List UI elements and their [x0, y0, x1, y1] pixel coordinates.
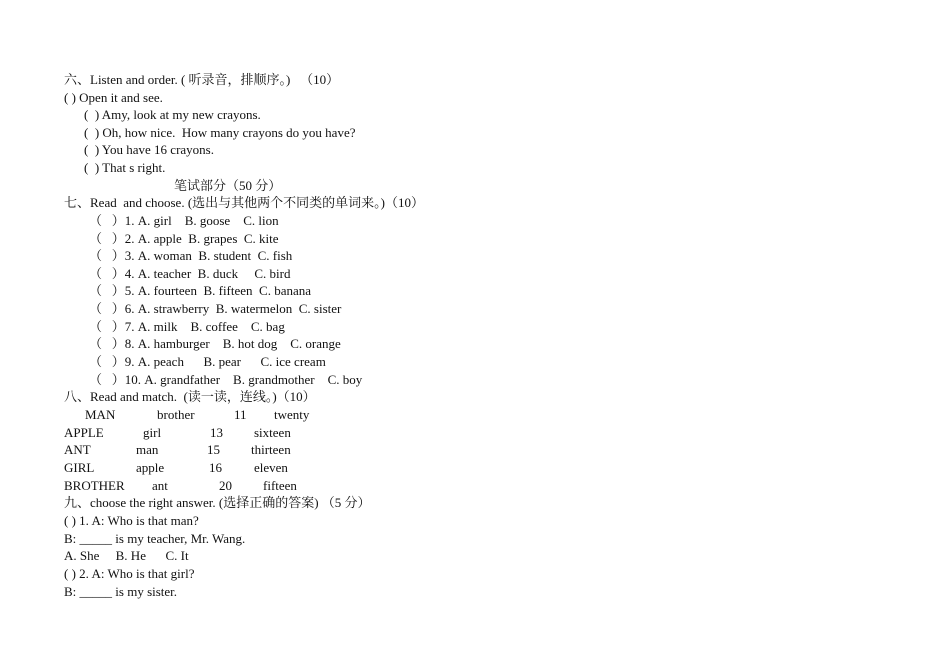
match-number: 16 — [209, 460, 222, 475]
section-6-line: ( ) Open it and see. — [64, 90, 163, 105]
match-word: GIRL — [64, 460, 95, 475]
match-number: 11 — [234, 407, 247, 422]
section-6-line: ( ) That s right. — [84, 160, 166, 175]
section-7-item: （ ）3. A. woman B. student C. fish — [89, 248, 293, 263]
match-word: ANT — [64, 442, 91, 457]
written-part-title: 笔试部分（50 分） — [174, 178, 282, 193]
section-6-line: ( ) Amy, look at my new crayons. — [84, 107, 261, 122]
match-numword: eleven — [254, 460, 288, 475]
section-9-line: B: _____ is my teacher, Mr. Wang. — [64, 531, 246, 546]
section-7-item: （ ）4. A. teacher B. duck C. bird — [89, 266, 291, 281]
match-number: 15 — [207, 442, 220, 457]
section-7-item: （ ）7. A. milk B. coffee C. bag — [89, 319, 285, 334]
match-family: apple — [136, 460, 165, 475]
section-9-line: ( ) 1. A: Who is that man? — [64, 513, 199, 528]
match-family: man — [136, 442, 159, 457]
section-6-line: ( ) Oh, how nice. How many crayons do you have? — [84, 125, 356, 140]
section-9-heading: 九、choose the right answer. (选择正确的答案) （5 分） — [64, 495, 371, 510]
section-7-item: （ ）1. A. girl B. goose C. lion — [89, 213, 279, 228]
section-7-item: （ ）6. A. strawberry B. watermelon C. sister — [89, 301, 342, 316]
section-9-line: B: _____ is my sister. — [64, 584, 178, 599]
section-7-item: （ ）2. A. apple B. grapes C. kite — [89, 231, 279, 246]
match-word: APPLE — [64, 425, 104, 440]
section-7-item: （ ）9. A. peach B. pear C. ice cream — [89, 354, 326, 369]
match-numword: thirteen — [251, 442, 291, 457]
section-7-item: （ ）10. A. grandfather B. grandmother C. boy — [89, 372, 363, 387]
match-number: 13 — [210, 425, 223, 440]
section-7-item: （ ）8. A. hamburger B. hot dog C. orange — [89, 336, 341, 351]
section-6-heading: 六、Listen and order. ( 听录音，排顺序。) （10） — [64, 72, 340, 87]
match-family: girl — [143, 425, 162, 440]
match-word: MAN — [85, 407, 116, 422]
section-9-line: A. She B. He C. It — [64, 548, 189, 563]
match-word: BROTHER — [64, 478, 125, 493]
section-9-line: ( ) 2. A: Who is that girl? — [64, 566, 195, 581]
match-number: 20 — [219, 478, 232, 493]
match-numword: twenty — [274, 407, 310, 422]
match-family: brother — [157, 407, 195, 422]
section-6-line: ( ) You have 16 crayons. — [84, 142, 214, 157]
section-8-heading: 八、Read and match. (读一读，连线。)（10） — [64, 389, 316, 404]
section-7-item: （ ）5. A. fourteen B. fifteen C. banana — [89, 283, 312, 298]
section-7-heading: 七、Read and choose. (选出与其他两个不同类的单词来。)（10） — [64, 195, 424, 210]
match-numword: sixteen — [254, 425, 291, 440]
match-numword: fifteen — [263, 478, 297, 493]
match-family: ant — [152, 478, 168, 493]
